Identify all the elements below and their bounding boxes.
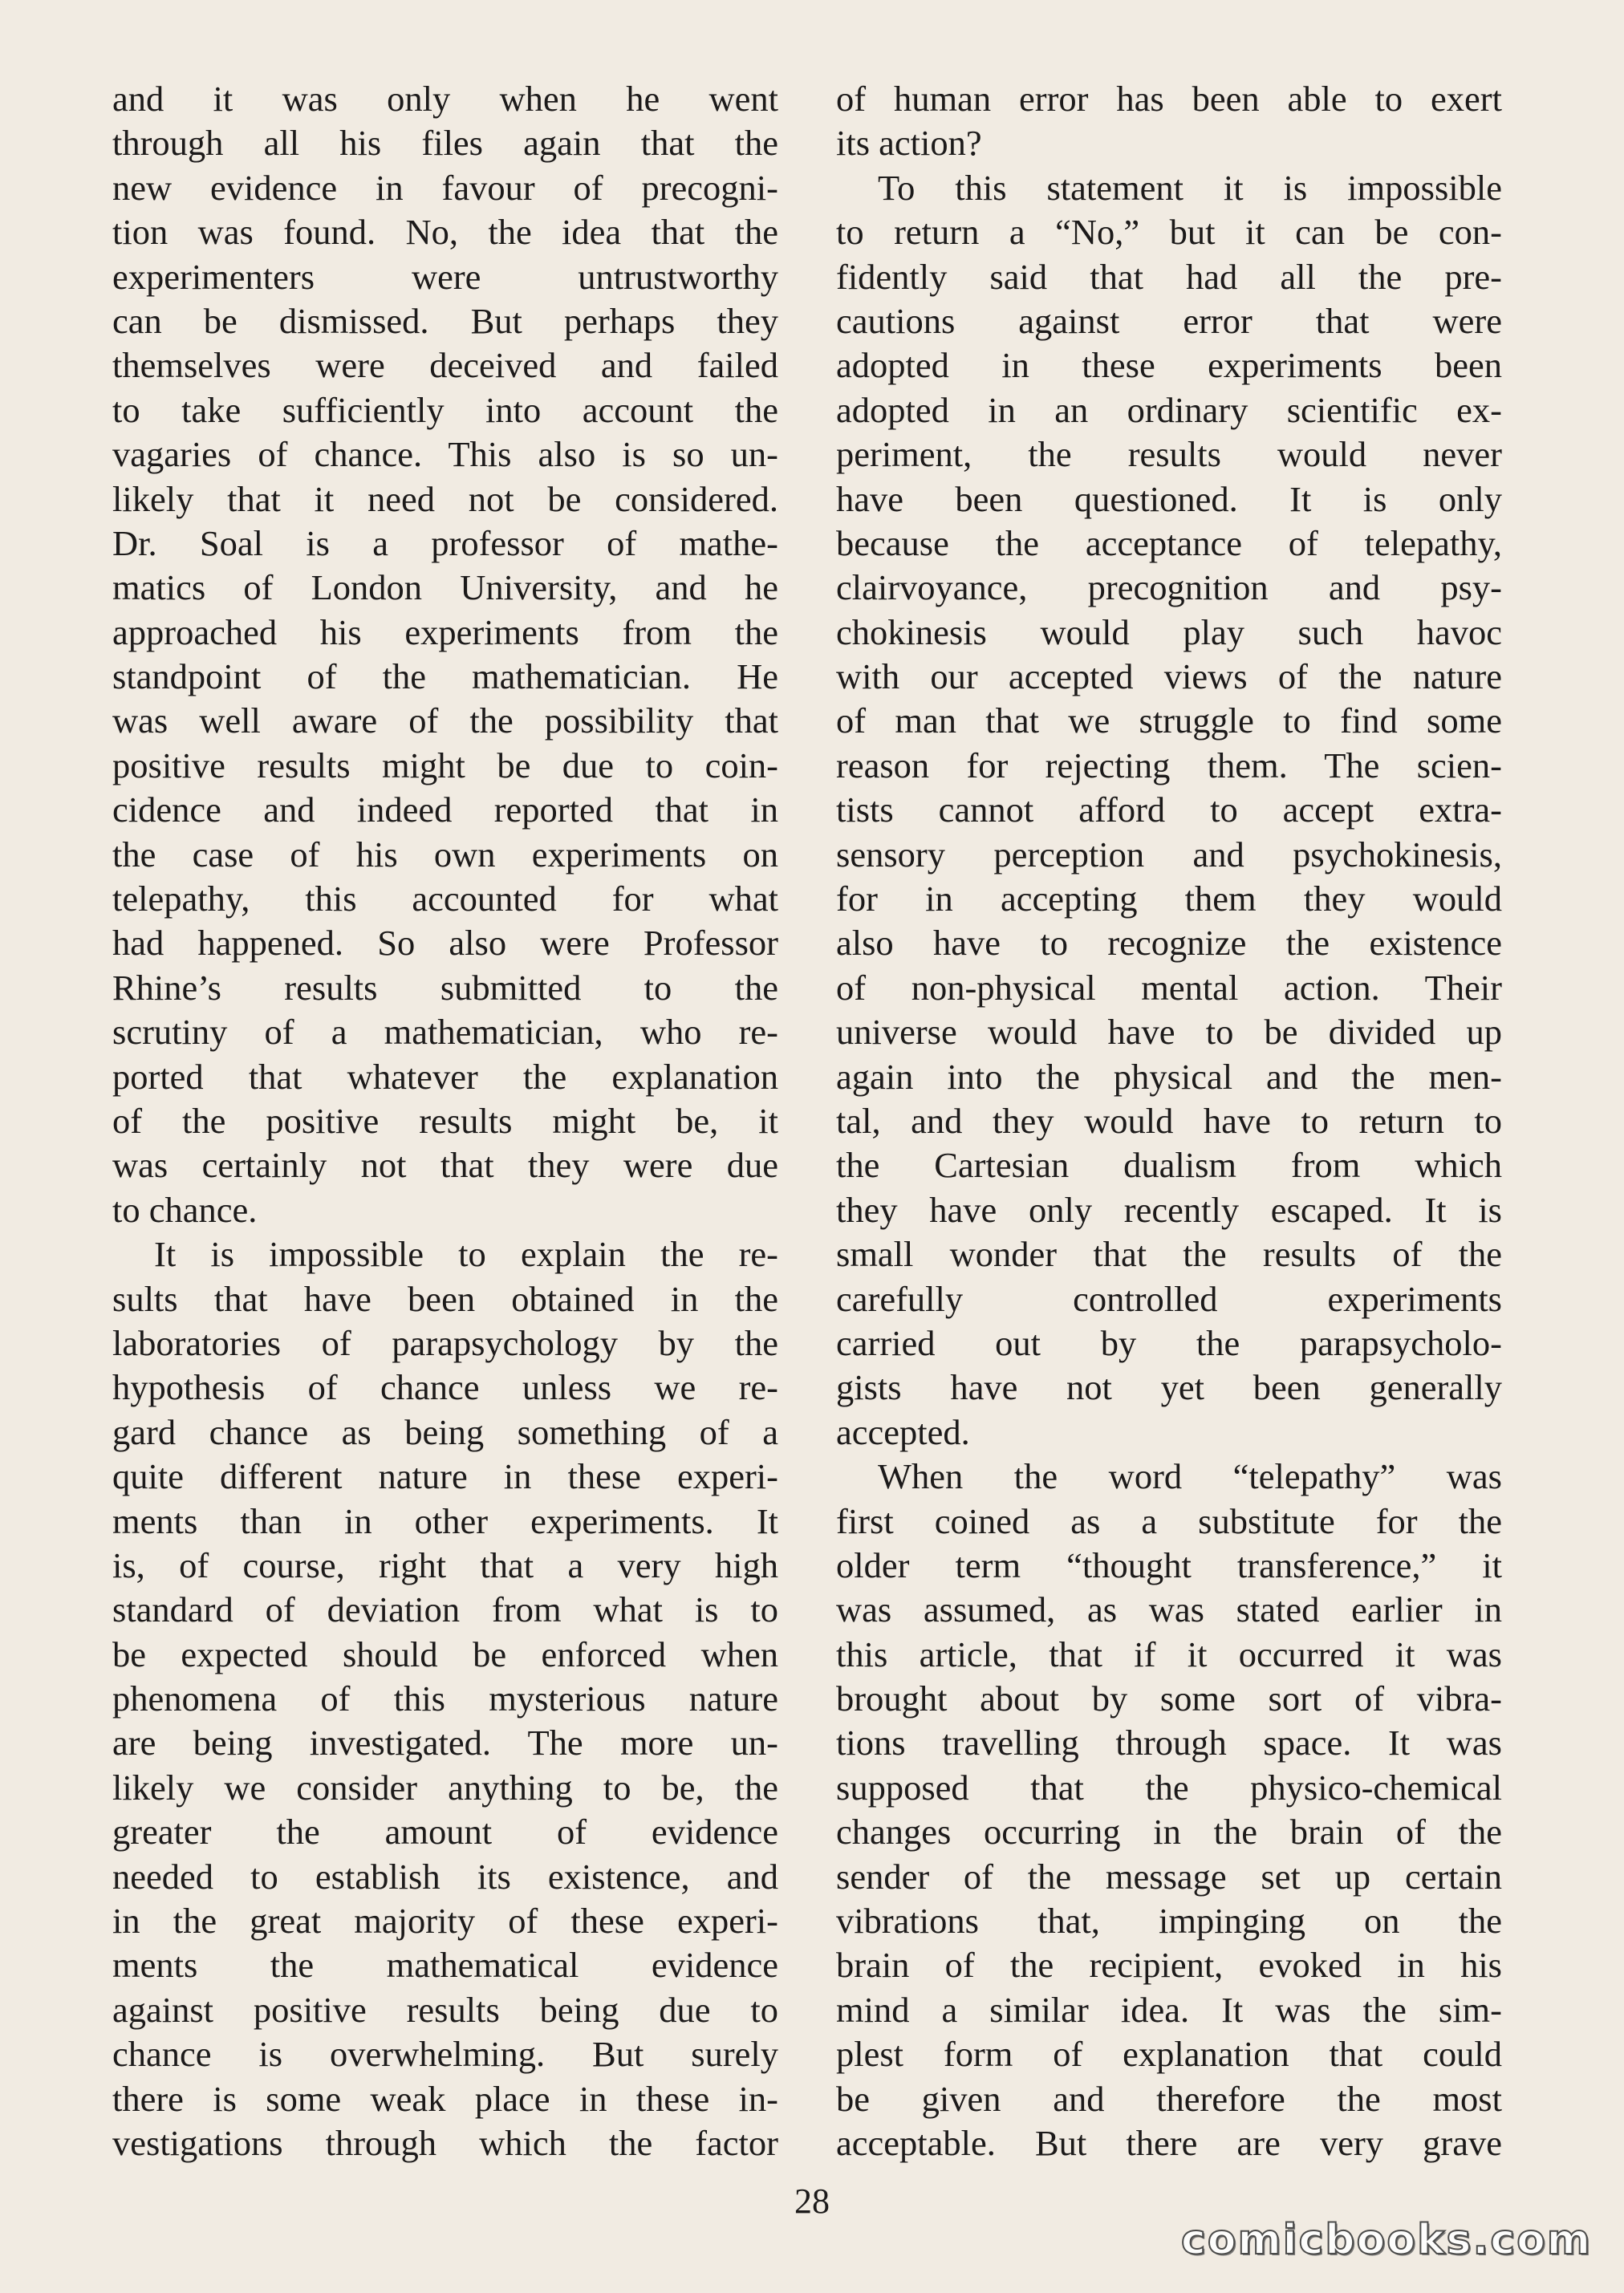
text-line: standpoint of the mathematician. He [112,656,778,697]
text-line: in the great majority of these experi- [112,1901,778,1942]
text-line: phenomena of this mysterious nature [112,1678,778,1719]
watermark-logo: comicbooks.com [1180,2216,1592,2264]
text-line: universe would have to be divided up [836,1012,1502,1053]
text-line: scrutiny of a mathematician, who re- [112,1012,778,1053]
text-line: reason for rejecting them. The scien- [836,745,1502,785]
text-line: because the acceptance of telepathy, [836,522,1502,563]
text-line: be expected should be enforced when [112,1634,778,1674]
text-line: sults that have been obtained in the [112,1278,778,1319]
text-line: small wonder that the results of the [836,1234,1502,1275]
text-line: It is impossible to explain the re- [154,1234,778,1275]
text-line: with our accepted views of the nature [836,656,1502,697]
text-line: carried out by the parapsycholo- [836,1322,1502,1363]
text-line: to return a “No,” but it can be con- [836,212,1502,253]
text-line: tion was found. No, the idea that the [112,212,778,253]
text-line: had happened. So also were Professor [112,923,778,964]
text-line: this article, that if it occurred it was [836,1634,1502,1674]
text-line: first coined as a substitute for the [836,1500,1502,1541]
text-line: cidence and indeed reported that in [112,789,778,830]
text-line: was assumed, as was stated earlier in [836,1589,1502,1630]
text-line: tists cannot afford to accept extra- [836,789,1502,830]
text-line: older term “thought transference,” it [836,1544,1502,1585]
text-line: Rhine’s results submitted to the [112,967,778,1008]
text-line: greater the amount of evidence [112,1812,778,1853]
text-line: was certainly not that they were due [112,1145,778,1186]
text-line: and it was only when he went [112,79,778,119]
text-line: needed to establish its existence, and [112,1856,778,1897]
text-line: When the word “telepathy” was [878,1456,1502,1497]
text-line: for in accepting them they would [836,879,1502,919]
text-line: brain of the recipient, evoked in his [836,1945,1502,1986]
text-line: carefully controlled experiments [836,1278,1502,1319]
text-line: to chance. [112,1189,258,1230]
text-line: of the positive results might be, it [112,1100,778,1141]
page-number: 28 [794,2181,830,2221]
text-line: quite different nature in these experi- [112,1456,778,1497]
text-line: tal, and they would have to return to [836,1100,1502,1141]
text-line: through all his files again that the [112,123,778,164]
text-line: vibrations that, impinging on the [836,1901,1502,1942]
text-line: chokinesis would play such havoc [836,611,1502,652]
text-line: To this statement it is impossible [878,167,1502,208]
text-line: hypothesis of chance unless we re- [112,1367,778,1408]
text-line: ported that whatever the explanation [112,1056,778,1097]
text-line: to take sufficiently into account the [112,389,778,430]
text-line: gists have not yet been generally [836,1367,1502,1408]
text-line: can be dismissed. But perhaps they [112,300,778,341]
text-line: new evidence in favour of precogni- [112,167,778,208]
text-line: of human error has been able to exert [836,79,1502,119]
text-line: chance is overwhelming. But surely [112,2034,778,2075]
text-line: telepathy, this accounted for what [112,879,778,919]
text-line: the Cartesian dualism from which [836,1145,1502,1186]
right-text-column [836,77,1502,2165]
text-line: likely we consider anything to be, the [112,1767,778,1808]
text-line: Dr. Soal is a professor of mathe- [112,522,778,563]
text-line: periment, the results would never [836,434,1502,475]
text-line: accepted. [836,1411,970,1452]
text-line: there is some weak place in these in- [112,2078,778,2119]
left-text-column [112,77,778,2165]
text-line: have been questioned. It is only [836,478,1502,519]
text-line: matics of London University, and he [112,567,778,608]
text-line: brought about by some sort of vibra- [836,1678,1502,1719]
text-line: also have to recognize the existence [836,923,1502,964]
text-line: vagaries of chance. This also is so un- [112,434,778,475]
text-line: plest form of explanation that could [836,2034,1502,2075]
text-line: mind a similar idea. It was the sim- [836,1989,1502,2030]
text-line: be given and therefore the most [836,2078,1502,2119]
text-line: fidently said that had all the pre- [836,256,1502,297]
text-line: against positive results being due to [112,1989,778,2030]
text-line: approached his experiments from the [112,611,778,652]
text-line: was well aware of the possibility that [112,700,778,741]
text-line: adopted in these experiments been [836,345,1502,386]
text-line: positive results might be due to coin- [112,745,778,785]
text-line: supposed that the physico-chemical [836,1767,1502,1808]
text-line: is, of course, right that a very high [112,1544,778,1585]
text-line: sensory perception and psychokinesis, [836,834,1502,875]
text-line: they have only recently escaped. It is [836,1189,1502,1230]
text-line: the case of his own experiments on [112,834,778,875]
text-line: of non-physical mental action. Their [836,967,1502,1008]
text-line: adopted in an ordinary scientific ex- [836,389,1502,430]
text-line: themselves were deceived and failed [112,345,778,386]
text-line: its action? [836,123,982,164]
text-line: clairvoyance, precognition and psy- [836,567,1502,608]
text-line: ments the mathematical evidence [112,1945,778,1986]
text-line: tions travelling through space. It was [836,1723,1502,1763]
text-line: cautions against error that were [836,300,1502,341]
text-line: standard of deviation from what is to [112,1589,778,1630]
text-line: vestigations through which the factor [112,2122,778,2163]
text-line: experimenters were untrustworthy [112,256,778,297]
text-line: of man that we struggle to find some [836,700,1502,741]
text-line: gard chance as being something of a [112,1411,778,1452]
text-line: likely that it need not be considered. [112,478,778,519]
text-line: laboratories of parapsychology by the [112,1322,778,1363]
text-line: changes occurring in the brain of the [836,1812,1502,1853]
text-line: again into the physical and the men- [836,1056,1502,1097]
text-line: acceptable. But there are very grave [836,2122,1502,2163]
text-line: are being investigated. The more un- [112,1723,778,1763]
text-line: ments than in other experiments. It [112,1500,778,1541]
text-line: sender of the message set up certain [836,1856,1502,1897]
